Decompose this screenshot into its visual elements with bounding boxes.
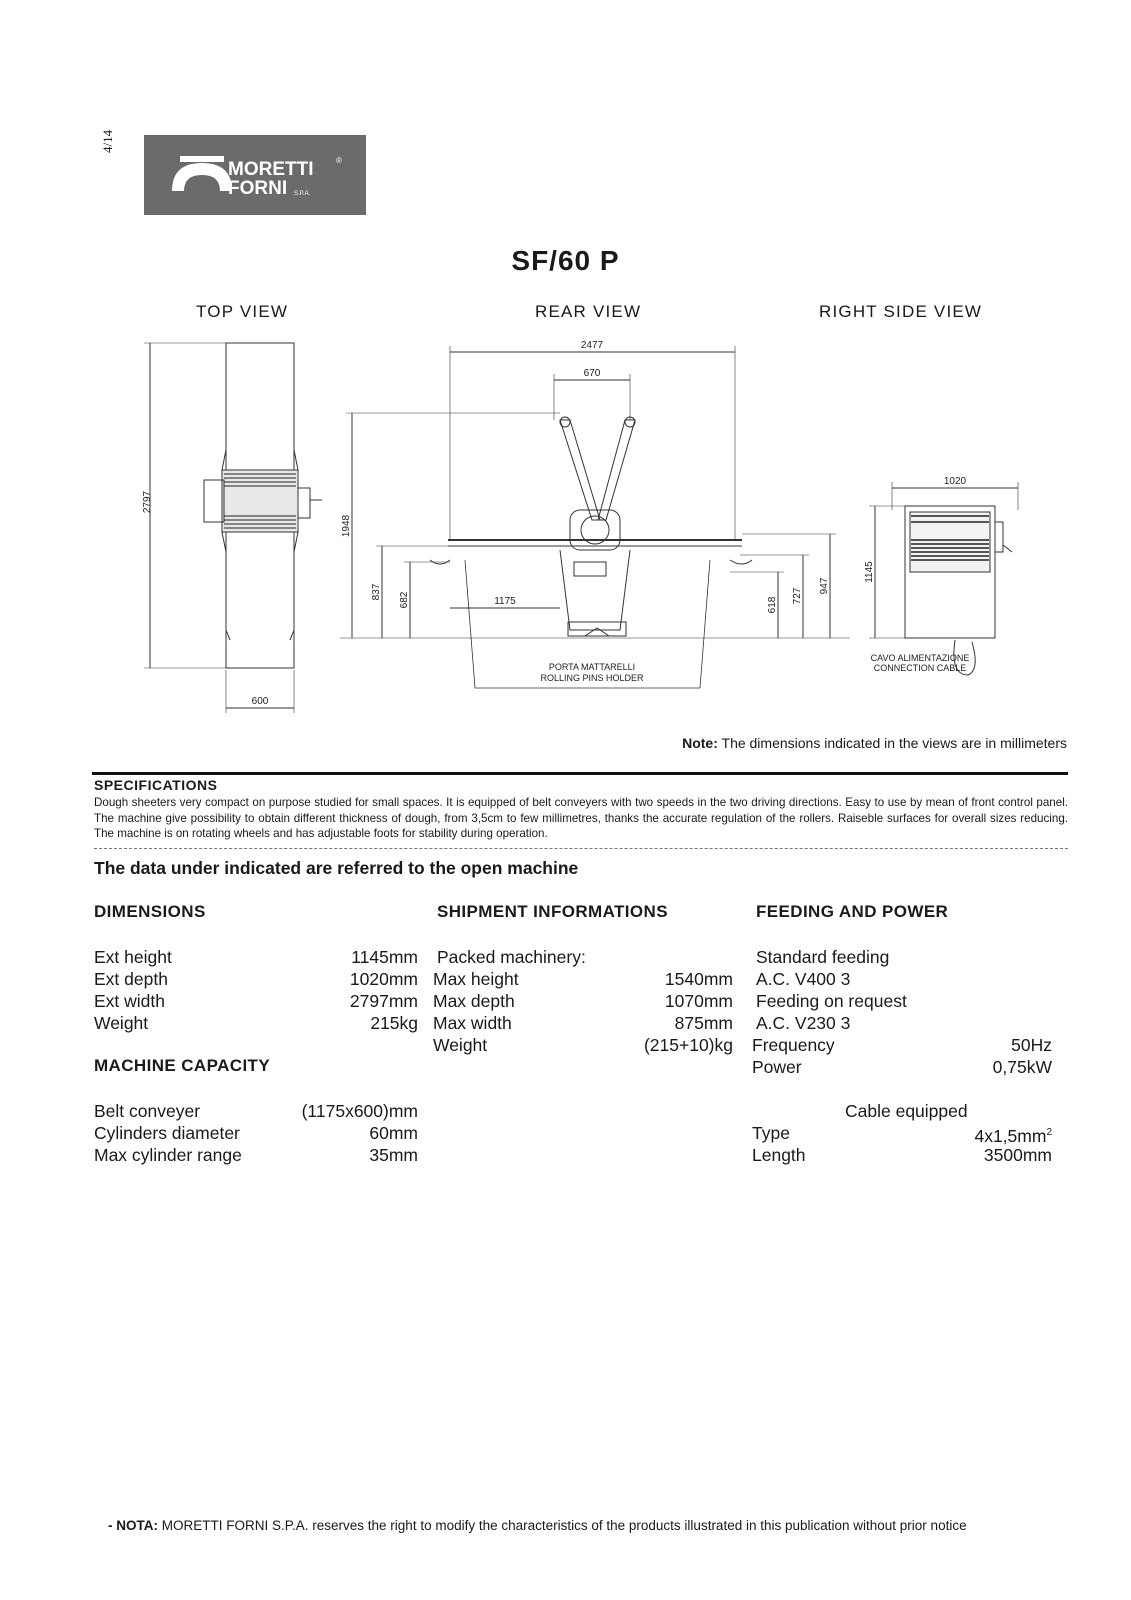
frequency-value: 50Hz xyxy=(1011,1035,1052,1055)
power-row xyxy=(752,1056,1052,1078)
cable-label-en: CONNECTION CABLE xyxy=(873,663,967,673)
dim-rear-width: 2477 xyxy=(580,340,604,351)
cap-label: Belt conveyer xyxy=(94,1101,201,1121)
cable-label-it: CAVO ALIMENTAZIONE xyxy=(870,653,970,663)
capacity-row xyxy=(94,1144,418,1166)
dimensions-row xyxy=(94,968,418,990)
rear-view-drawing xyxy=(340,340,850,688)
dashed-divider xyxy=(94,848,1068,849)
dim-value: 215kg xyxy=(370,1013,418,1033)
power-table xyxy=(752,1034,1052,1078)
dimensions-row xyxy=(94,946,418,968)
shipment-row xyxy=(433,1012,733,1034)
dimensions-row xyxy=(94,1012,418,1034)
dim-top-length: 2797 xyxy=(142,490,153,514)
cable-type-label: Type xyxy=(752,1123,790,1143)
technical-drawings xyxy=(130,330,1060,730)
frequency-label: Frequency xyxy=(752,1035,835,1055)
request-feeding-value: A.C. V230 3 xyxy=(756,1013,851,1033)
cable-type-sup: 2 xyxy=(1046,1127,1052,1138)
dim-value: 2797mm xyxy=(349,991,418,1011)
dim-rear-947: 947 xyxy=(819,577,830,595)
dim-top-width: 600 xyxy=(251,696,269,707)
section-rule xyxy=(92,772,1068,775)
dim-rear-682: 682 xyxy=(399,591,410,609)
top-view-drawing xyxy=(142,343,322,713)
shipment-subtitle: Packed machinery: xyxy=(437,947,586,967)
cap-value: 35mm xyxy=(369,1145,418,1165)
shipment-row xyxy=(433,990,733,1012)
side-view-drawing xyxy=(864,476,1018,675)
dim-rear-618: 618 xyxy=(767,596,778,614)
rolling-pins-holder-it: PORTA MATTARELLI xyxy=(548,662,636,672)
capacity-title: MACHINE CAPACITY xyxy=(94,1056,271,1075)
ship-label: Max height xyxy=(433,969,519,989)
cap-value: 60mm xyxy=(369,1123,418,1143)
capacity-row xyxy=(94,1122,418,1144)
feeding-title: FEEDING AND POWER xyxy=(756,902,949,921)
cable-table xyxy=(752,1122,1052,1166)
rolling-pins-holder-en: ROLLING PINS HOLDER xyxy=(540,673,644,683)
dim-label: Weight xyxy=(94,1013,149,1033)
cap-value: (1175x600)mm xyxy=(301,1101,418,1121)
standard-feeding-value: A.C. V400 3 xyxy=(756,969,851,989)
capacity-row xyxy=(94,1100,418,1122)
dimensions-note xyxy=(682,735,1067,751)
capacity-table xyxy=(94,1100,418,1166)
dim-label: Ext height xyxy=(94,947,172,967)
ship-value: 1070mm xyxy=(664,991,733,1011)
shipment-table xyxy=(433,968,733,1056)
side-view-label: RIGHT SIDE VIEW xyxy=(819,302,983,321)
footer-text: MORETTI FORNI S.P.A. reserves the right to modify the characteristics of the products illustrated in this publication without prior notice xyxy=(158,1518,967,1533)
dimensions-row xyxy=(94,990,418,1012)
cable-equipped-title: Cable equipped xyxy=(845,1101,968,1121)
request-feeding-label: Feeding on request xyxy=(756,991,907,1011)
dimensions-title: DIMENSIONS xyxy=(94,902,206,921)
logo-arch-icon xyxy=(144,135,366,215)
open-machine-note: The data under indicated are referred to the open machine xyxy=(94,858,579,878)
shipment-row xyxy=(433,968,733,990)
power-label: Power xyxy=(752,1057,802,1077)
dim-rear-727: 727 xyxy=(792,587,803,605)
logo-text-moretti: MORETTI xyxy=(228,159,314,180)
cable-length-value: 3500mm xyxy=(983,1145,1052,1165)
ship-value: 1540mm xyxy=(664,969,733,989)
standard-feeding-label: Standard feeding xyxy=(756,947,890,967)
footer-label: - NOTA: xyxy=(108,1518,158,1533)
cable-type-row xyxy=(752,1122,1052,1144)
cable-length-label: Length xyxy=(752,1145,806,1165)
dim-value: 1020mm xyxy=(349,969,418,989)
power-value: 0,75kW xyxy=(992,1057,1052,1077)
model-title: SF/60 P xyxy=(511,245,620,276)
dim-side-height: 1145 xyxy=(864,561,875,583)
footer-note xyxy=(108,1518,967,1533)
cable-type-value: 4x1,5mm xyxy=(974,1125,1047,1146)
ship-label: Weight xyxy=(433,1035,488,1055)
specifications-title: SPECIFICATIONS xyxy=(94,777,218,793)
logo-text-forni: FORNI xyxy=(228,178,288,199)
shipment-row xyxy=(433,1034,733,1056)
dim-rear-inner: 670 xyxy=(583,368,601,379)
note-label: Note: xyxy=(682,735,718,751)
note-text: The dimensions indicated in the views are in millimeters xyxy=(717,735,1067,751)
cable-length-row xyxy=(752,1144,1052,1166)
dim-side-depth: 1020 xyxy=(943,476,967,487)
dim-label: Ext width xyxy=(94,991,165,1011)
frequency-row xyxy=(752,1034,1052,1056)
company-logo xyxy=(144,135,366,215)
dim-value: 1145mm xyxy=(351,947,418,967)
dim-label: Ext depth xyxy=(94,969,168,989)
dim-rear-837: 837 xyxy=(371,583,382,601)
logo-registered: ® xyxy=(336,156,342,165)
ship-label: Max width xyxy=(433,1013,512,1033)
dim-rear-height: 1948 xyxy=(341,514,352,538)
ship-label: Max depth xyxy=(433,991,515,1011)
dim-rear-1175: 1175 xyxy=(494,596,516,607)
logo-text-spa: S.P.A. xyxy=(294,191,311,197)
cap-label: Cylinders diameter xyxy=(94,1123,240,1143)
shipment-title: SHIPMENT INFORMATIONS xyxy=(437,902,668,921)
ship-value: (215+10)kg xyxy=(643,1035,733,1055)
rear-view-label: REAR VIEW xyxy=(535,302,642,321)
dimensions-table xyxy=(94,946,418,1034)
cap-label: Max cylinder range xyxy=(94,1145,242,1165)
page-number: 4/14 xyxy=(100,129,115,153)
specifications-text: Dough sheeters very compact on purpose studied for small spaces. It is equipped of belt conveyers with two speeds in the two driving directions. Easy to use by mean of front control panel. The machine give possibility to obtain different thickness of dough, from 3,5cm to few millimetres, thanks the accurate regulation of the rollers. Raiseble surfaces for overall sizes reducing. The machine is on rotating wheels and has adjustable foots for stability during operation. xyxy=(94,796,1068,840)
ship-value: 875mm xyxy=(674,1013,733,1033)
top-view-label: TOP VIEW xyxy=(196,302,289,321)
